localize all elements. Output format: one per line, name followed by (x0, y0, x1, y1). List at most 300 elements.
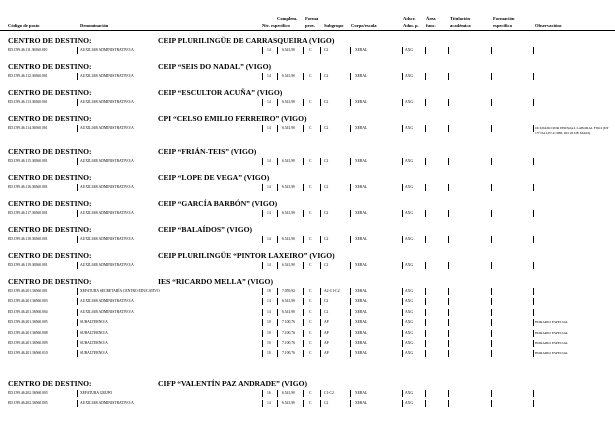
cell-divider (262, 125, 263, 132)
cell-divider (425, 99, 426, 106)
cell-forma: C (309, 391, 312, 395)
cell-divider (303, 99, 304, 106)
cell-divider (448, 288, 449, 295)
cell-divider (277, 330, 278, 337)
cell-divider (350, 309, 351, 316)
center-name: CEIP “LOPE DE VEGA” (VIGO) (158, 173, 270, 182)
cell-divider (262, 309, 263, 316)
table-row (0, 183, 615, 192)
cell-niv: 14 (267, 74, 271, 78)
cell-divider (402, 158, 403, 165)
cell-sub: C2 (324, 185, 329, 189)
cell-forma: C (309, 401, 312, 406)
cell-forma: C (309, 211, 312, 215)
cell-divider (402, 262, 403, 269)
cell-niv: 14 (267, 126, 271, 130)
center-label: CENTRO DE DESTINO: (8, 199, 92, 208)
cell-adscr: AXG (405, 299, 413, 304)
cell-observacions: HORARIO ESPECIAL (535, 330, 569, 335)
cell-divider (448, 184, 449, 191)
cell-comp: 6.541,90 (282, 237, 295, 241)
cell-sub: AP (324, 330, 329, 335)
cell-divider (491, 99, 492, 106)
cell-divider (491, 350, 492, 357)
cell-divider (448, 350, 449, 357)
cell-divider (448, 330, 449, 337)
table-row (0, 308, 615, 317)
cell-forma: C (309, 351, 312, 356)
cell-divider (77, 262, 78, 269)
cell-divider (262, 400, 263, 407)
cell-divider (350, 47, 351, 54)
cell-divider (320, 288, 321, 295)
cell-divider (533, 298, 534, 305)
cell-code: ED.C99.46.201.36560.004 (8, 309, 48, 314)
cell-corpo: XERAL (355, 263, 368, 267)
cell-forma: C (309, 289, 312, 293)
header-nivel: Niv. específico (262, 23, 290, 28)
cell-sub: A2-C1-C2 (324, 289, 340, 293)
table-row (0, 329, 615, 338)
cell-observacions: HORARIO ESPECIAL (535, 341, 569, 345)
cell-divider (533, 319, 534, 326)
cell-divider (402, 400, 403, 407)
cell-divider (277, 319, 278, 326)
cell-code: ED.C99.46.111.36560.010 (8, 48, 48, 52)
cell-code: ED.C99.46.117.36560.001 (8, 211, 48, 215)
cell-divider (277, 400, 278, 407)
cell-divider (303, 309, 304, 316)
cell-sub: C2 (324, 48, 329, 52)
cell-divider (491, 330, 492, 337)
cell-divider (402, 236, 403, 243)
cell-den: AUXILIAR ADMINISTRATIVO/A (80, 126, 134, 130)
cell-divider (262, 99, 263, 106)
cell-code: ED.C99.46.113.36560.001 (8, 100, 48, 104)
header-area: Área (426, 16, 436, 21)
cell-comp: 6.541,90 (282, 211, 295, 215)
cell-adscr: AXG (405, 100, 413, 104)
cell-divider (491, 184, 492, 191)
cell-divider (77, 47, 78, 54)
cell-adscr: AXG (405, 263, 413, 267)
cell-divider (320, 236, 321, 243)
cell-divider (262, 330, 263, 337)
cell-divider (77, 158, 78, 165)
cell-observacions: HORARIO ESPECIAL (535, 351, 569, 356)
cell-divider (350, 125, 351, 132)
cell-code: ED.C99.46.119.36560.001 (8, 263, 48, 267)
cell-divider (425, 309, 426, 316)
cell-divider (350, 262, 351, 269)
cell-divider (533, 99, 534, 106)
cell-corpo: XERAL (355, 100, 368, 104)
cell-divider (533, 340, 534, 347)
cell-divider (402, 319, 403, 326)
cell-sub: AP (324, 341, 329, 345)
cell-divider (77, 319, 78, 326)
cell-divider (491, 288, 492, 295)
cell-divider (320, 262, 321, 269)
cell-divider (491, 158, 492, 165)
cell-divider (402, 47, 403, 54)
cell-divider (491, 340, 492, 347)
center-label: CENTRO DE DESTINO: (8, 114, 92, 123)
header-corpo: Corpo/escala (351, 23, 377, 28)
cell-comp: 6.541,90 (282, 100, 295, 104)
cell-divider (350, 288, 351, 295)
cell-divider (425, 73, 426, 80)
cell-adscr: AXG (405, 74, 413, 78)
cell-divider (448, 298, 449, 305)
cell-divider (303, 158, 304, 165)
cell-divider (425, 236, 426, 243)
header-observacions: Observacións (535, 23, 562, 28)
cell-divider (402, 73, 403, 80)
cell-divider (320, 99, 321, 106)
cell-divider (303, 262, 304, 269)
cell-divider (277, 390, 278, 397)
cell-divider (77, 400, 78, 407)
cell-divider (77, 330, 78, 337)
cell-adscr: AXG (405, 309, 413, 314)
header-func: func. (426, 23, 436, 28)
cell-divider (350, 340, 351, 347)
cell-divider (491, 309, 492, 316)
cell-divider (277, 298, 278, 305)
cell-code: ED.C99.46.201.36560.003 (8, 299, 48, 304)
cell-divider (402, 298, 403, 305)
cell-divider (533, 390, 534, 397)
cell-divider (262, 390, 263, 397)
cell-adscr: AXG (405, 48, 413, 52)
cell-den: AUXILIAR ADMINISTRATIVO/A (80, 48, 134, 52)
cell-divider (533, 125, 534, 132)
cell-code: ED.C99.46.202.36560.005 (8, 401, 48, 406)
cell-comp: 7.059,92 (282, 289, 295, 293)
cell-den: XEFATURA SECRETARÍA CENTRO EDUCATIVO (80, 289, 160, 293)
cell-corpo: XERAL (355, 299, 368, 304)
cell-divider (448, 47, 449, 54)
cell-adscr: AXG (405, 341, 413, 345)
cell-corpo: XERAL (355, 74, 368, 78)
cell-divider (350, 210, 351, 217)
cell-niv: 10 (267, 341, 271, 345)
cell-divider (77, 125, 78, 132)
table-row (0, 72, 615, 81)
cell-divider (262, 340, 263, 347)
cell-divider (320, 350, 321, 357)
cell-divider (303, 390, 304, 397)
cell-niv: 18 (267, 289, 271, 293)
cell-divider (277, 47, 278, 54)
center-label: CENTRO DE DESTINO: (8, 379, 92, 388)
cell-divider (320, 210, 321, 217)
cell-divider (350, 184, 351, 191)
cell-divider (425, 184, 426, 191)
table-row (0, 46, 615, 55)
cell-sub: C2 (324, 263, 329, 267)
cell-divider (303, 73, 304, 80)
cell-divider (425, 319, 426, 326)
cell-divider (77, 210, 78, 217)
cell-divider (448, 99, 449, 106)
cell-forma: C (309, 48, 312, 52)
cell-adscr: AXG (405, 391, 413, 395)
center-heading (8, 36, 335, 45)
cell-forma: C (309, 74, 312, 78)
cell-comp: 6.541,90 (282, 185, 295, 189)
cell-divider (277, 184, 278, 191)
center-name: CIFP “VALENTÍN PAZ ANDRADE” (VIGO) (158, 379, 308, 388)
cell-corpo: XERAL (355, 330, 368, 335)
header-especifica: específica (493, 23, 512, 28)
cell-divider (425, 288, 426, 295)
cell-corpo: XERAL (355, 126, 368, 130)
cell-sub: C2 (324, 299, 329, 304)
cell-divider (262, 298, 263, 305)
cell-corpo: XERAL (355, 48, 368, 52)
cell-divider (491, 125, 492, 132)
cell-niv: 14 (267, 237, 271, 241)
cell-den: XEFATURA GRUPO (80, 391, 113, 395)
cell-divider (320, 330, 321, 337)
cell-adscr: AXG (405, 320, 413, 325)
cell-divider (402, 99, 403, 106)
header-forma: Forma (305, 16, 319, 21)
cell-divider (425, 210, 426, 217)
table-row (0, 318, 615, 327)
center-label: CENTRO DE DESTINO: (8, 251, 92, 260)
cell-forma: C (309, 159, 312, 163)
cell-code: ED.C99.46.202.36560.003 (8, 391, 48, 395)
center-name: CEIP PLURILINGÜE DE CARRASQUEIRA (VIGO) (158, 36, 335, 45)
center-heading (8, 114, 307, 123)
cell-divider (533, 330, 534, 337)
cell-divider (77, 99, 78, 106)
cell-divider (448, 236, 449, 243)
cell-divider (303, 184, 304, 191)
cell-comp: 6.541,90 (282, 74, 295, 78)
cell-divider (77, 184, 78, 191)
cell-den: AUXILIAR ADMINISTRATIVO/A (80, 401, 134, 406)
cell-divider (448, 319, 449, 326)
cell-den: SUBALTERNO/A (80, 330, 108, 335)
cell-divider (350, 158, 351, 165)
cell-niv: 14 (267, 159, 271, 163)
table-row (0, 124, 615, 133)
cell-divider (533, 73, 534, 80)
table-row (0, 157, 615, 166)
header-formacion: Formación (493, 16, 515, 21)
cell-divider (448, 73, 449, 80)
cell-divider (448, 400, 449, 407)
cell-divider (402, 390, 403, 397)
center-name: CPI “CELSO EMILIO FERREIRO” (VIGO) (158, 114, 307, 123)
header-academica: académica (450, 23, 471, 28)
center-label: CENTRO DE DESTINO: (8, 62, 92, 71)
cell-divider (303, 319, 304, 326)
cell-den: AUXILIAR ADMINISTRATIVO/A (80, 237, 134, 241)
cell-divider (320, 125, 321, 132)
cell-divider (320, 298, 321, 305)
cell-sub: AP (324, 320, 329, 325)
cell-divider (425, 298, 426, 305)
cell-code: ED.C99.46.201.36560.001 (8, 289, 48, 293)
center-heading (8, 199, 278, 208)
cell-corpo: XERAL (355, 159, 368, 163)
cell-corpo: XERAL (355, 351, 368, 356)
cell-niv: 10 (267, 330, 271, 335)
cell-comp: 6.541,90 (282, 126, 295, 130)
cell-divider (402, 309, 403, 316)
cell-corpo: XERAL (355, 211, 368, 215)
cell-code: ED.C99.46.201.36560.005 (8, 320, 48, 325)
center-name: CEIP “FRIÁN-TEIS” (VIGO) (158, 147, 257, 156)
cell-divider (350, 350, 351, 357)
center-heading (8, 251, 335, 260)
cell-divider (533, 210, 534, 217)
cell-divider (491, 73, 492, 80)
cell-divider (402, 340, 403, 347)
cell-divider (448, 340, 449, 347)
cell-divider (402, 184, 403, 191)
cell-divider (262, 158, 263, 165)
cell-divider (533, 400, 534, 407)
cell-observacions: OCUPADO POR PERSOAL LABORAL FIXO (DT 13ª DA LEI 4/1988, DO 26 DE MAIO). (535, 126, 609, 135)
cell-divider (320, 390, 321, 397)
cell-sub: C2 (324, 309, 329, 314)
cell-divider (350, 99, 351, 106)
cell-forma: C (309, 299, 312, 304)
cell-comp: 7.100,76 (282, 351, 295, 356)
table-row (0, 399, 615, 408)
cell-code: ED.C99.46.201.36560.010 (8, 351, 48, 356)
cell-divider (277, 340, 278, 347)
cell-sub: C2 (324, 211, 329, 215)
header-subgrupo: Subgrupo (324, 23, 344, 28)
cell-sub: C1-C2 (324, 391, 334, 395)
cell-divider (320, 309, 321, 316)
cell-divider (448, 309, 449, 316)
cell-divider (350, 400, 351, 407)
cell-divider (77, 298, 78, 305)
table-row (0, 339, 615, 348)
cell-comp: 6.541,90 (282, 263, 295, 267)
cell-divider (262, 184, 263, 191)
cell-divider (303, 210, 304, 217)
cell-divider (303, 340, 304, 347)
cell-forma: C (309, 263, 312, 267)
cell-divider (320, 184, 321, 191)
cell-divider (320, 319, 321, 326)
cell-divider (303, 330, 304, 337)
cell-corpo: XERAL (355, 289, 368, 293)
cell-forma: C (309, 309, 312, 314)
cell-divider (533, 236, 534, 243)
cell-divider (533, 288, 534, 295)
cell-divider (262, 319, 263, 326)
cell-divider (350, 298, 351, 305)
cell-comp: 6.541,90 (282, 401, 295, 406)
cell-divider (402, 125, 403, 132)
cell-divider (277, 73, 278, 80)
cell-niv: 16 (267, 391, 271, 395)
center-heading (8, 88, 283, 97)
cell-den: AUXILIAR ADMINISTRATIVO/A (80, 159, 134, 163)
cell-comp: 6.541,90 (282, 309, 295, 314)
cell-niv: 14 (267, 401, 271, 406)
cell-divider (491, 47, 492, 54)
table-row (0, 209, 615, 218)
table-header (0, 0, 615, 31)
cell-divider (77, 350, 78, 357)
cell-divider (320, 400, 321, 407)
cell-divider (448, 210, 449, 217)
cell-divider (303, 47, 304, 54)
cell-divider (303, 125, 304, 132)
cell-niv: 14 (267, 100, 271, 104)
header-titulacion: Titulación (450, 16, 471, 21)
header-adm: Adm. p. (403, 23, 419, 28)
header-denominacion: Denominación (80, 23, 109, 28)
cell-comp: 7.100,76 (282, 330, 295, 335)
table-row (0, 297, 615, 306)
center-name: CEIP “ESCULTOR ACUÑA” (VIGO) (158, 88, 283, 97)
cell-divider (320, 340, 321, 347)
center-label: CENTRO DE DESTINO: (8, 225, 92, 234)
header-codigo: Código de posto (8, 23, 40, 28)
cell-den: AUXILIAR ADMINISTRATIVO/A (80, 299, 134, 304)
header-complem: Complem. (277, 16, 298, 21)
cell-divider (350, 390, 351, 397)
center-label: CENTRO DE DESTINO: (8, 88, 92, 97)
cell-divider (320, 158, 321, 165)
cell-divider (425, 125, 426, 132)
center-label: CENTRO DE DESTINO: (8, 277, 92, 286)
cell-divider (277, 125, 278, 132)
cell-comp: 6.541,90 (282, 391, 295, 395)
center-label: CENTRO DE DESTINO: (8, 36, 92, 45)
cell-adscr: AXG (405, 330, 413, 335)
cell-corpo: XERAL (355, 185, 368, 189)
table-row (0, 261, 615, 270)
cell-divider (277, 309, 278, 316)
cell-divider (402, 210, 403, 217)
cell-code: ED.C99.46.114.36560.001 (8, 126, 48, 130)
cell-divider (277, 350, 278, 357)
center-name: CEIP “SEIS DO NADAL” (VIGO) (158, 62, 272, 71)
cell-corpo: XERAL (355, 309, 368, 314)
cell-divider (533, 158, 534, 165)
cell-comp: 7.100,76 (282, 320, 295, 325)
cell-divider (303, 298, 304, 305)
cell-divider (303, 350, 304, 357)
cell-divider (533, 309, 534, 316)
cell-corpo: XERAL (355, 320, 368, 325)
cell-sub: C2 (324, 401, 329, 406)
cell-divider (425, 390, 426, 397)
cell-divider (77, 340, 78, 347)
cell-forma: C (309, 341, 312, 345)
cell-niv: 14 (267, 48, 271, 52)
cell-divider (320, 47, 321, 54)
center-name: CEIP “BALAÍDOS” (VIGO) (158, 225, 253, 234)
cell-divider (303, 236, 304, 243)
cell-sub: AP (324, 351, 329, 356)
cell-forma: C (309, 185, 312, 189)
cell-divider (303, 288, 304, 295)
